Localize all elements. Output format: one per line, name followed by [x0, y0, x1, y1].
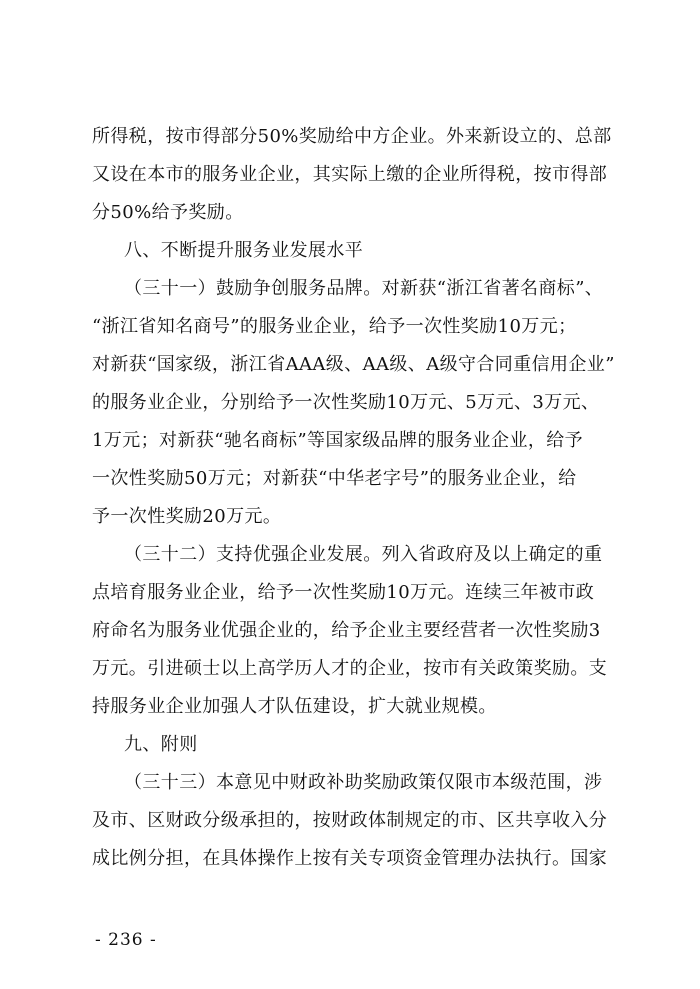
text-line: 持服务业企业加强人才队伍建设，扩大就业规模。 — [92, 696, 497, 717]
text-line: 的服务业企业，分别给予一次性奖励10万元、5万元、3万元、 — [92, 392, 600, 413]
text-line: （三十三）本意见中财政补助奖励政策仅限市本级范围，涉 — [124, 772, 603, 793]
text-line: 1万元；对新获“驰名商标”等国家级品牌的服务业企业，给予 — [92, 430, 584, 451]
text-line: （三十二）支持优强企业发展。列入省政府及以上确定的重 — [124, 544, 603, 565]
text-line: 所得税，按市得部分50%奖励给中方企业。外来新设立的、总部 — [92, 126, 612, 147]
text-line: 又设在本市的服务业企业，其实际上缴的企业所得税，按市得部 — [92, 164, 608, 185]
text-line: 成比例分担，在具体操作上按有关专项资金管理办法执行。国家 — [92, 848, 608, 869]
page-number: - 236 - — [95, 930, 157, 950]
text-line: （三十一）鼓励争创服务品牌。对新获“浙江省著名商标”、 — [124, 278, 604, 299]
text-line: 一次性奖励50万元；对新获“中华老字号”的服务业企业，给 — [92, 468, 577, 489]
text-line: 点培育服务业企业，给予一次性奖励10万元。连续三年被市政 — [92, 582, 595, 603]
text-line: 对新获“国家级，浙江省AAA级、AA级、A级守合同重信用企业” — [92, 354, 615, 375]
text-line: “浙江省知名商号”的服务业企业，给予一次性奖励10万元； — [92, 316, 577, 337]
text-line: 予一次性奖励20万元。 — [92, 506, 282, 527]
section-heading: 九、附则 — [124, 734, 198, 755]
body-text — [92, 118, 615, 878]
text-line: 及市、区财政分级承担的，按财政体制规定的市、区共享收入分 — [92, 810, 608, 831]
section-heading: 八、不断提升服务业发展水平 — [124, 240, 364, 261]
text-line: 府命名为服务业优强企业的，给予企业主要经营者一次性奖励3 — [92, 620, 601, 641]
text-line: 万元。引进硕士以上高学历人才的企业，按市有关政策奖励。支 — [92, 658, 608, 679]
text-line: 分50%给予奖励。 — [92, 202, 244, 223]
